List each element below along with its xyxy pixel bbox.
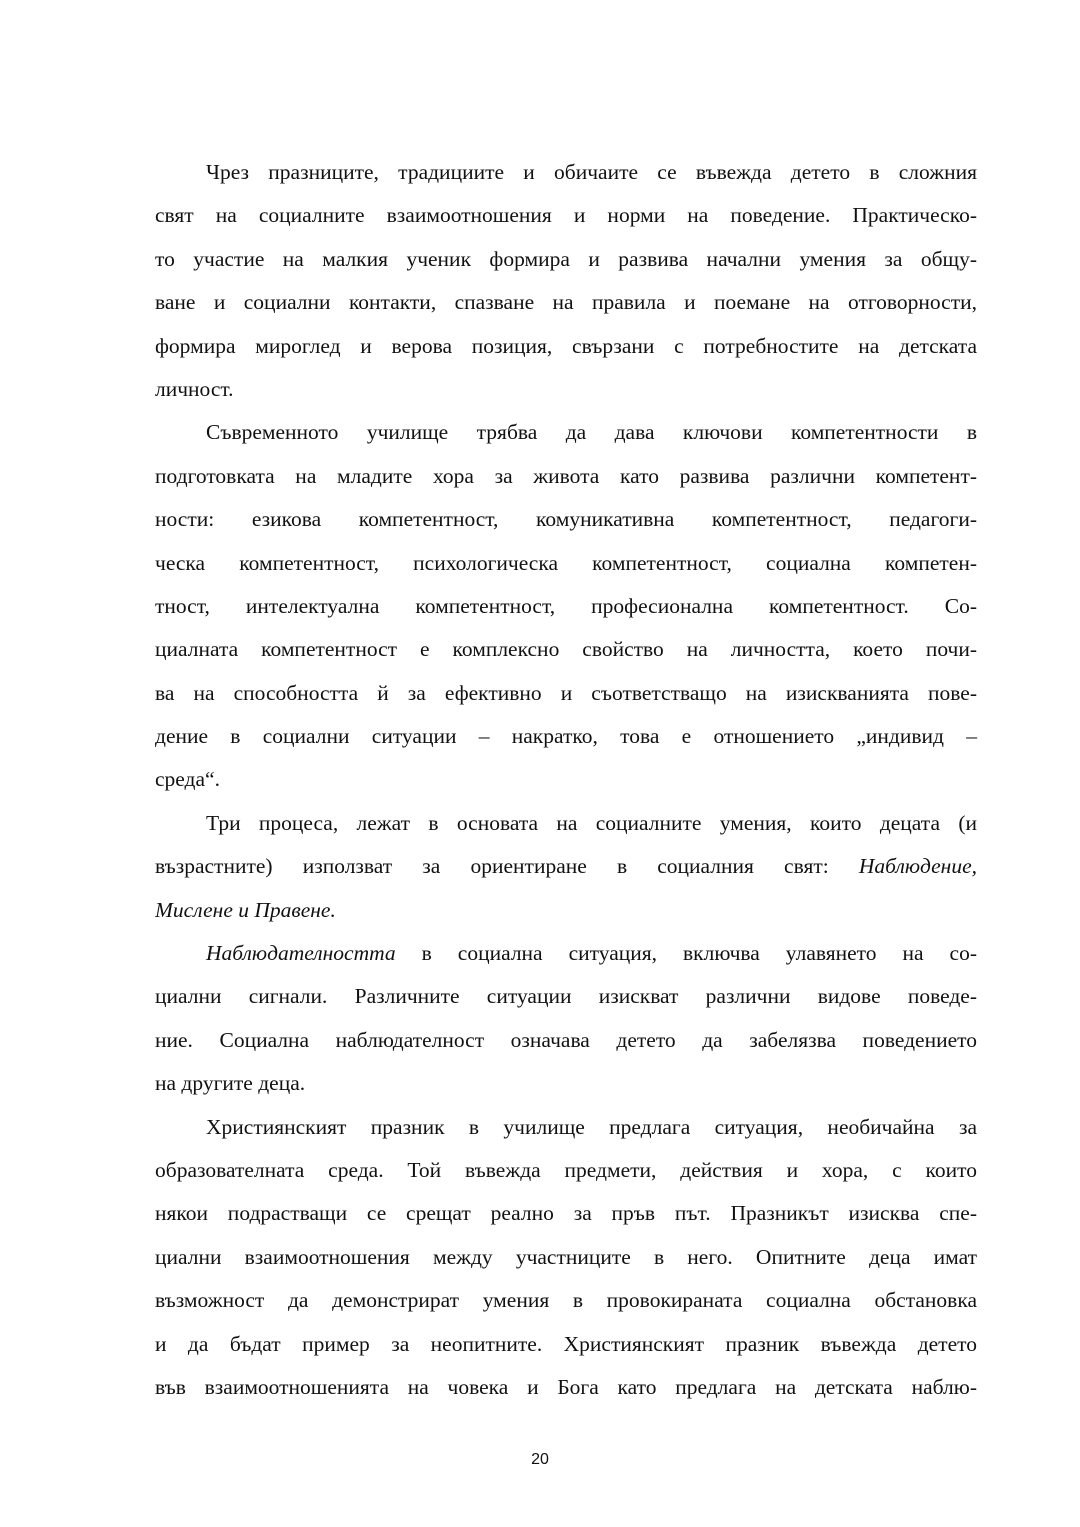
- text-line: [155, 932, 977, 975]
- text-line: ности: езикова компетентност, комуникативна компетентност, педагоги-: [155, 507, 977, 532]
- text-line: Три процеса, лежат в основата на социалните умения, които децата (и: [206, 810, 977, 835]
- text-line: ва на способността й за ефективно и съответстващо на изискванията пове-: [155, 680, 977, 705]
- text-line: среда“.: [155, 767, 220, 792]
- text-line: Християнският празник в училище предлага ситуация, необичайна за: [206, 1114, 977, 1139]
- text-line: личност.: [155, 376, 234, 401]
- text-line: подготовката на младите хора за живота като развива различни компетент-: [155, 463, 977, 488]
- text-line: и да бъдат пример за неопитните. Християнският празник въвежда детето: [155, 1331, 977, 1356]
- text-line: тност, интелектуална компетентност, професионална компетентност. Со-: [155, 593, 977, 618]
- text-line: Чрез празниците, традициите и обичаите се въвежда детето в сложния: [206, 160, 977, 184]
- paragraph-5: [155, 1106, 977, 1410]
- text-line: дение в социални ситуации – накратко, това е отношението „индивид –: [155, 724, 977, 749]
- text-line: [155, 845, 977, 888]
- paragraph-3: [155, 802, 977, 932]
- text-line: ние. Социална наблюдателност означава детето да забелязва поведението: [155, 1027, 977, 1052]
- text-line: циалната компетентност е комплексно свойство на личността, което почи-: [155, 637, 977, 662]
- text-line: Съвременното училище трябва да дава ключови компетентности в: [206, 420, 977, 445]
- text-line: възможност да демонстрират умения в провокираната социална обстановка: [155, 1288, 977, 1313]
- paragraph-1: [155, 151, 977, 411]
- text-line: циални сигнали. Различните ситуации изискват различни видове поведе-: [155, 984, 977, 1009]
- text-line: образователната среда. Той въвежда предмети, действия и хора, с които: [155, 1157, 977, 1182]
- paragraph-4: [155, 932, 977, 1106]
- text-line: някои подрастващи се срещат реално за пръв път. Празникът изисква спе-: [155, 1201, 977, 1226]
- text-line: на другите деца.: [155, 1071, 306, 1096]
- text-run: възрастните) използват за ориентиране в социалния свят:: [155, 854, 859, 879]
- italic-term: Наблюдение,: [858, 854, 977, 879]
- text-line: ване и социални контакти, спазване на правила и поемане на отговорности,: [155, 290, 977, 315]
- text-run: в социална ситуация, включва улавянето на со-: [395, 941, 977, 966]
- text-line: циални взаимоотношения между участниците в него. Опитните деца имат: [155, 1244, 977, 1269]
- paragraph-2: [155, 411, 977, 802]
- text-line: ческа компетентност, психологическа компетентност, социална компетен-: [155, 550, 977, 575]
- italic-term: Наблюдателността: [206, 941, 396, 966]
- page-number: 20: [531, 1451, 549, 1468]
- text-line: формира мироглед и верова позиция, свързани с потребностите на детската: [155, 333, 977, 358]
- text-line: във взаимоотношенията на човека и Бога като предлага на детската наблю-: [155, 1374, 977, 1399]
- text-line: свят на социалните взаимоотношения и норми на поведение. Практическо-: [155, 203, 977, 228]
- document-body: [155, 151, 977, 1409]
- text-line: то участие на малкия ученик формира и развива начални умения за общу-: [155, 246, 977, 271]
- italic-term: Мислене и Правене.: [155, 897, 336, 922]
